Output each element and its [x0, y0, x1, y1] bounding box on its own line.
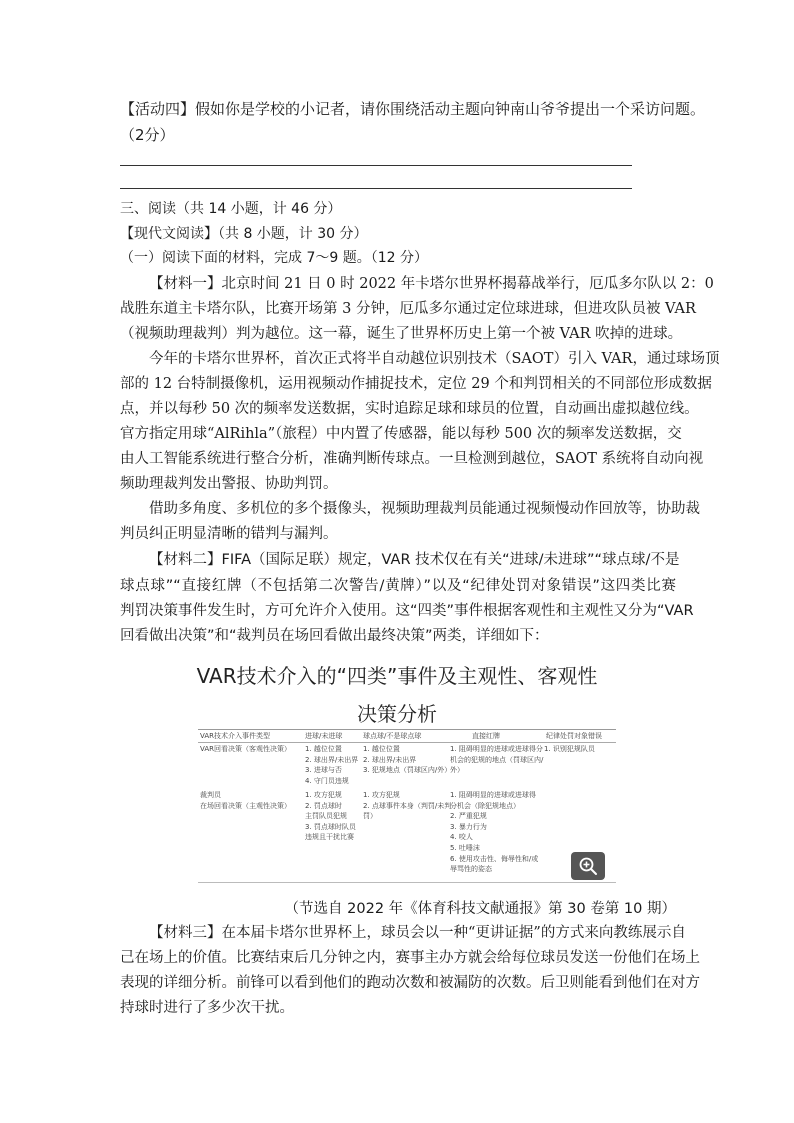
row1-label: VAR回看决策（客观性决策）: [200, 745, 291, 753]
table-header-cell: 球点球/不是球点球: [363, 732, 422, 740]
material1-line: 部的 12 台特制摄像机，运用视频动作捕捉技术，定位 29 个和判罚相关的不同部位形成数据: [120, 376, 712, 392]
figure-subtitle: 决策分析: [357, 702, 437, 726]
answer-line-1[interactable]: [120, 165, 632, 166]
material1-line: 点，并以每秒 50 次的频率发送数据，实时追踪足球和球员的位置，自动画出虚拟越位线。: [120, 401, 699, 417]
material2-line: 【材料二】FIFA（国际足联）规定，VAR 技术仅在有关“进球/未进球”“球点球/不是: [149, 552, 680, 568]
activity4-line1: 【活动四】假如你是学校的小记者，请你围绕活动主题向钟南山爷爷提出一个采访问题。: [120, 100, 706, 118]
row2-redcard-cell: 1. 阻碍明显的进球或进球得 分机会（除犯规地点） 2. 严重犯规 3. 暴力行为 4. 咬人 5. 吐唾沫 6. 使用攻击性、侮辱性和/或 辱骂性的姿态: [450, 791, 539, 874]
zoom-in-button[interactable]: [571, 852, 605, 880]
answer-line-2[interactable]: [120, 188, 632, 189]
table-header-cell: 纪律处罚对象错误: [546, 732, 602, 740]
material1-line: 频助理裁判发出警报、协助判罚。: [120, 476, 338, 492]
material1-line: 借助多角度、多机位的多个摄像头，视频助理裁判员能通过视频慢动作回放等，协助裁: [149, 501, 700, 517]
activity4-line2: （2分）: [120, 126, 175, 144]
row1-penalty-cell: 1. 越位位置 2. 球出界/未出界 3. 犯规地点（罚球区内/外）: [363, 745, 452, 775]
table-header-cell: VAR技术介入事件类型: [200, 732, 270, 740]
material3-line: 【材料三】在本届卡塔尔世界杯上，球员会以一种“更讲证据”的方式来向教练展示自: [149, 925, 686, 941]
row1-goal-cell: 1. 越位位置 2. 球出界/未出界 3. 进球与否 4. 守门员违规: [305, 745, 359, 785]
table-header-cell: 进球/未进球: [305, 732, 343, 740]
material1-line: 官方指定用球“AlRihla”（旅程）中内置了传感器，能以每秒 500 次的频率发送数据，交: [120, 426, 682, 442]
figure-title: VAR技术介入的“四类”事件及主观性、客观性: [196, 664, 598, 688]
material3-line: 持球时进行了多少次干扰。: [120, 1000, 294, 1016]
material1-line: （视频助理裁判）判为越位。这一幕，诞生了世界杯历史上第一个被 VAR 吹掉的进球。: [120, 326, 683, 342]
table-header-cell: 直接红牌: [472, 732, 500, 740]
material1-line: 【材料一】北京时间 21 日 0 时 2022 年卡塔尔世界杯揭幕战举行，厄瓜多尔队以 2：0: [149, 276, 714, 292]
row2-label: 裁判员 在场回看决策（主观性决策）: [200, 791, 291, 810]
material2-line: 判罚决策事件发生时，方可允许介入使用。这“四类”事件根据客观性和主观性又分为“VAR: [120, 603, 694, 619]
figure-source: （节选自 2022 年《体育科技文献通报》第 30 卷第 10 期）: [284, 901, 676, 917]
material2-line: 回看做出决策”和“裁判员在场回看做出最终决策”两类，详细如下：: [120, 628, 549, 644]
zoom-in-icon: [578, 856, 598, 876]
row2-goal-cell: 1. 攻方犯规 2. 罚点球时 主罚队员犯规 3. 罚点球时队员 违规且干扰比赛: [305, 791, 356, 842]
row1-redcard-cell: 1. 阻碍明显的进球或进球得分 机会的犯规的地点（罚球区内/ 外）: [450, 745, 544, 775]
material2-line: 球点球”“直接红牌（不包括第二次警告/黄牌）”以及“纪律处罚对象错误”这四类比赛: [120, 578, 676, 594]
material1-line: 战胜东道主卡塔尔队，比赛开场第 3 分钟，厄瓜多尔通过定位球进球，但进攻队员被 VAR: [120, 301, 696, 317]
material1-line: 判员纠正明显清晰的错判与漏判。: [120, 526, 338, 542]
section-title: 三、阅读（共 14 小题，计 46 分）: [120, 201, 342, 217]
part1-instruction: （一）阅读下面的材料，完成 7～9 题。（12 分）: [120, 250, 428, 266]
material1-line: 今年的卡塔尔世界杯，首次正式将半自动越位识别技术（SAOT）引入 VAR，通过球场顶: [149, 351, 720, 367]
decision-table: [198, 729, 616, 883]
modern-reading-title: 【现代文阅读】（共 8 小题，计 30 分）: [120, 226, 368, 242]
material1-line: 由人工智能系统进行整合分析，准确判断传球点。一旦检测到越位，SAOT 系统将自动向视: [120, 451, 704, 467]
material3-line: 表现的详细分析。前锋可以看到他们的跑动次数和被漏防的次数。后卫则能看到他们在对方: [120, 975, 700, 991]
row1-identity-cell: 1. 识别犯规队员: [544, 745, 595, 753]
row2-penalty-cell: 1. 攻方犯规 2. 点球事件本身（判罚/未判 罚）: [363, 791, 452, 821]
material3-line: 己在场上的价值。比赛结束后几分钟之内，赛事主办方就会给每位球员发送一份他们在场上: [120, 950, 700, 966]
